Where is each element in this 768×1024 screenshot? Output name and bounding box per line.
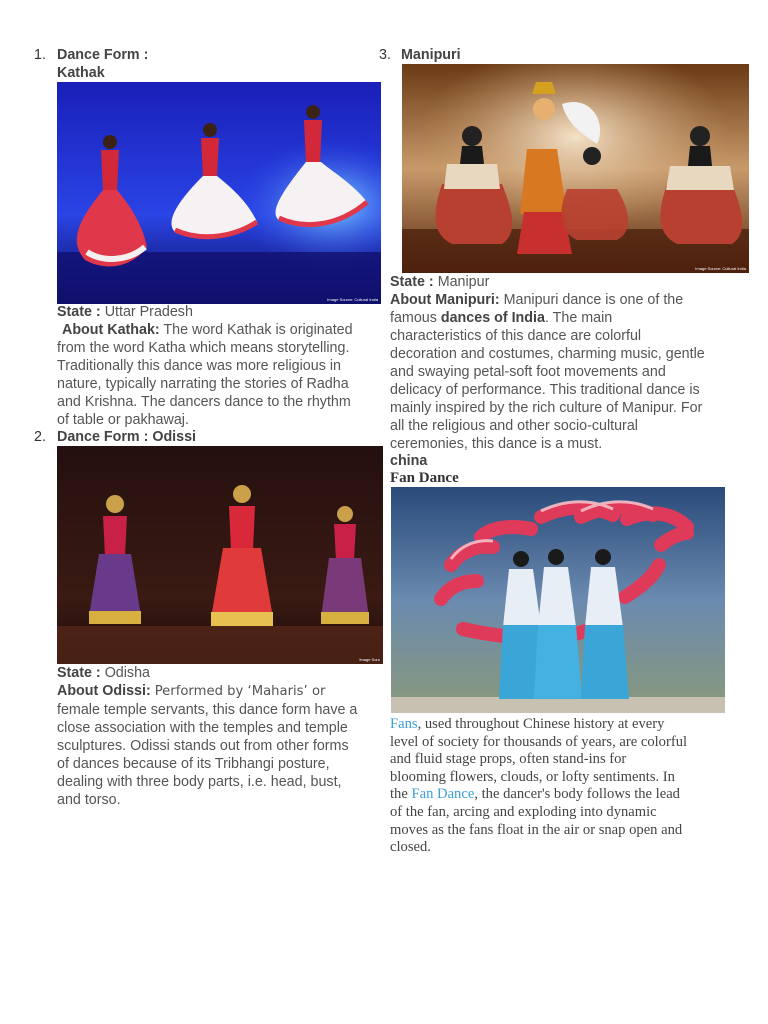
kathak-heading-line2: Kathak	[57, 65, 105, 81]
manipuri-image-credit: Image Source: Cultural India	[695, 266, 746, 271]
manipuri-about-line: and swaying petal-soft foot movements and	[390, 364, 666, 380]
list-number-1: 1.	[34, 47, 46, 63]
manipuri-about-line: all the religious and other socio-cultural	[390, 418, 638, 434]
fan-dance-line: , the dancer's body follows the lead	[474, 786, 680, 803]
manipuri-about-line: . The main	[544, 310, 613, 326]
list-number-3: 3.	[379, 47, 391, 63]
odissi-about	[57, 682, 357, 809]
kathak-about-label: About Kathak:	[62, 322, 160, 338]
manipuri-about-line: characteristics of this dance are colorful	[390, 328, 642, 344]
odissi-about-line: close association with the temples and temple	[57, 720, 348, 736]
manipuri-about-line: mainly inspired by the rich culture of Manipur. For	[390, 400, 703, 416]
manipuri-about-line: decoration and costumes, charming music, gentle	[390, 346, 705, 362]
odissi-image-credit: Image Sour	[359, 657, 380, 662]
manipuri-about-line: famous	[390, 310, 437, 326]
kathak-about-line: The word Kathak is originated	[163, 322, 353, 338]
odissi-state-label: State :	[57, 665, 101, 681]
fan-dance-line: of the fan, arcing and exploding into dynamic	[390, 803, 657, 820]
kathak-about-line: of table or pakhawaj.	[57, 412, 189, 428]
odissi-state	[57, 664, 150, 682]
fan-dance-line: and fluid stage props, often stand-ins for	[390, 751, 627, 768]
fan-dance-heading: Fan Dance	[390, 470, 459, 486]
manipuri-about-line: Manipuri dance is one of the	[503, 292, 684, 308]
manipuri-dances-of-india: dances of India	[440, 310, 545, 326]
odissi-heading: Dance Form : Odissi	[57, 429, 197, 445]
kathak-image-credit: Image Source: Cultural India	[327, 297, 378, 302]
kathak-state-value: Uttar Pradesh	[104, 304, 193, 320]
manipuri-state	[390, 273, 489, 291]
kathak-about	[57, 321, 353, 429]
kathak-about-line: and Krishna. The dancers dance to the rhythm	[57, 394, 351, 410]
odissi-photo	[57, 446, 383, 664]
manipuri-about-line: ceremonies, this dance is a must.	[390, 436, 603, 452]
odissi-about-line: sculptures. Odissi stands out from other forms	[57, 738, 349, 754]
kathak-state	[57, 303, 193, 321]
manipuri-state-label: State :	[390, 274, 434, 290]
kathak-heading-line1: Dance Form :	[57, 47, 149, 63]
manipuri-photo	[402, 64, 749, 273]
fan-dance-line: the	[390, 786, 408, 803]
fan-dance-line: blooming flowers, clouds, or lofty sentiments. In	[390, 768, 675, 785]
fans-link[interactable]: Fans	[390, 716, 418, 732]
odissi-about-line: dealing with three body parts, i.e. head, bust,	[57, 774, 342, 790]
odissi-state-value: Odisha	[104, 665, 150, 681]
fan-dance-line: , used throughout Chinese history at every	[417, 716, 665, 732]
odissi-about-label: About Odissi:	[57, 683, 151, 699]
fan-dance-photo	[391, 487, 725, 713]
fan-dance-text	[390, 716, 687, 857]
list-number-2: 2.	[34, 429, 46, 445]
kathak-about-line: from the word Katha which means storytelling.	[57, 340, 350, 356]
manipuri-about-label: About Manipuri:	[390, 292, 500, 308]
fan-dance-link[interactable]: Fan Dance	[411, 786, 475, 803]
odissi-about-line: of dances because of its Tribhangi posture,	[57, 756, 330, 772]
fan-dance-line: moves as the fans float in the air or snap open and	[390, 821, 683, 838]
kathak-about-line: nature, typically narrating the stories of Radha	[57, 376, 349, 392]
kathak-about-line: Traditionally this dance was more religious in	[57, 358, 341, 374]
manipuri-about	[390, 291, 705, 453]
kathak-photo	[57, 82, 381, 304]
odissi-about-line: and torso.	[57, 792, 121, 808]
fan-dance-line: level of society for thousands of years, are colorful	[390, 733, 688, 750]
china-heading: china	[390, 453, 428, 469]
manipuri-about-line: delicacy of performance. This traditional dance is	[390, 382, 700, 398]
manipuri-heading: Manipuri	[401, 47, 461, 63]
fan-dance-line: closed.	[390, 839, 431, 856]
odissi-about-line: female temple servants, this dance form have a	[57, 702, 358, 718]
manipuri-state-value: Manipur	[437, 274, 490, 290]
odissi-about-line: Performed by ‘Maharis’ or	[154, 684, 326, 699]
kathak-state-label: State :	[57, 304, 101, 320]
